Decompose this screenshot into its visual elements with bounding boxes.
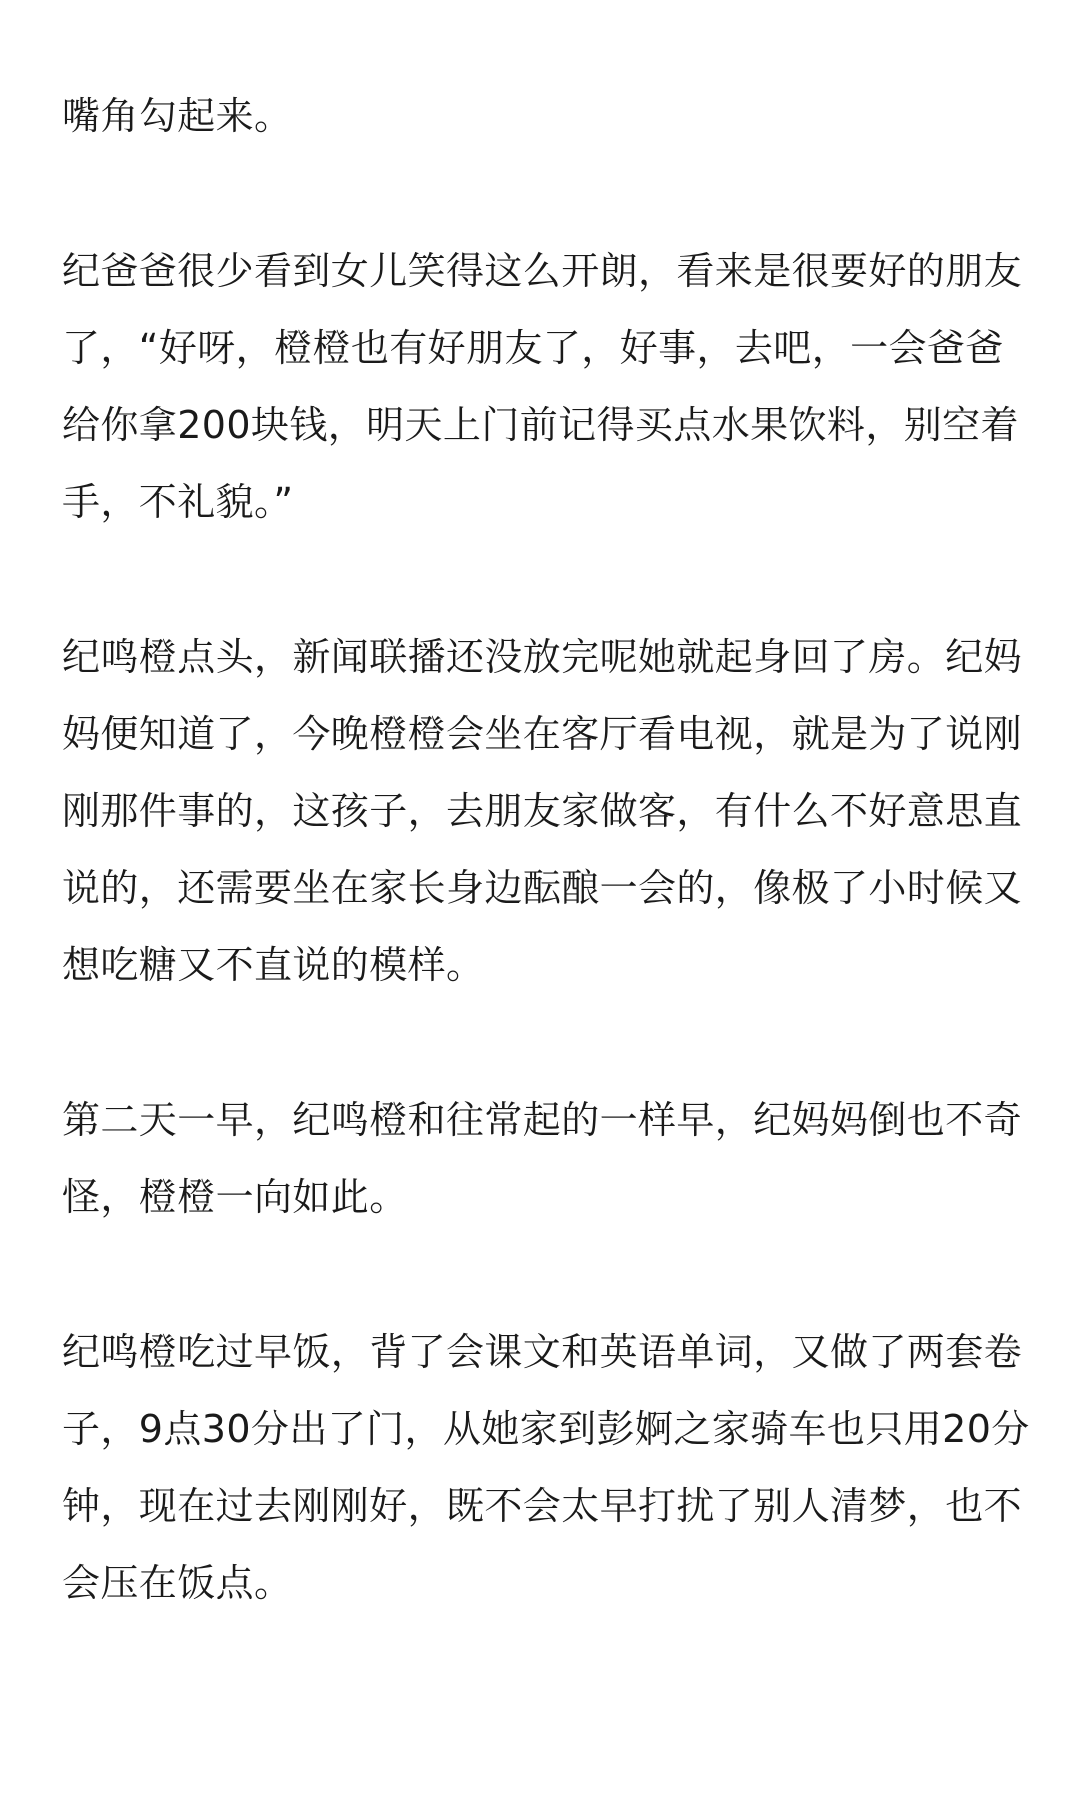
- paragraph: 嘴角勾起来。: [62, 94, 293, 138]
- article-body: [62, 78, 1030, 1622]
- paragraph: 纪爸爸很少看到女儿笑得这么开朗，看来是很要好的朋友了，“好呀，橙橙也有好朋友了，好事，去吧，一会爸爸给你拿200块钱，明天上门前记得买点水果饮料，别空着手，不礼貌。”: [62, 249, 1023, 524]
- paragraph: 纪鸣橙吃过早饭，背了会课文和英语单词，又做了两套卷子，9点30分出了门，从她家到彭婀之家骑车也只用20分钟，现在过去刚刚好，既不会太早打扰了别人清梦，也不会压在饭点。: [62, 1330, 1030, 1605]
- paragraph: 第二天一早，纪鸣橙和往常起的一样早，纪妈妈倒也不奇怪，橙橙一向如此。: [62, 1098, 1023, 1219]
- paragraph: 纪鸣橙点头，新闻联播还没放完呢她就起身回了房。纪妈妈便知道了，今晚橙橙会坐在客厅看电视，就是为了说刚刚那件事的，这孩子，去朋友家做客，有什么不好意思直说的，还需要坐在家长身边酝酿一会的，像极了小时候又想吃糖又不直说的模样。: [62, 635, 1023, 987]
